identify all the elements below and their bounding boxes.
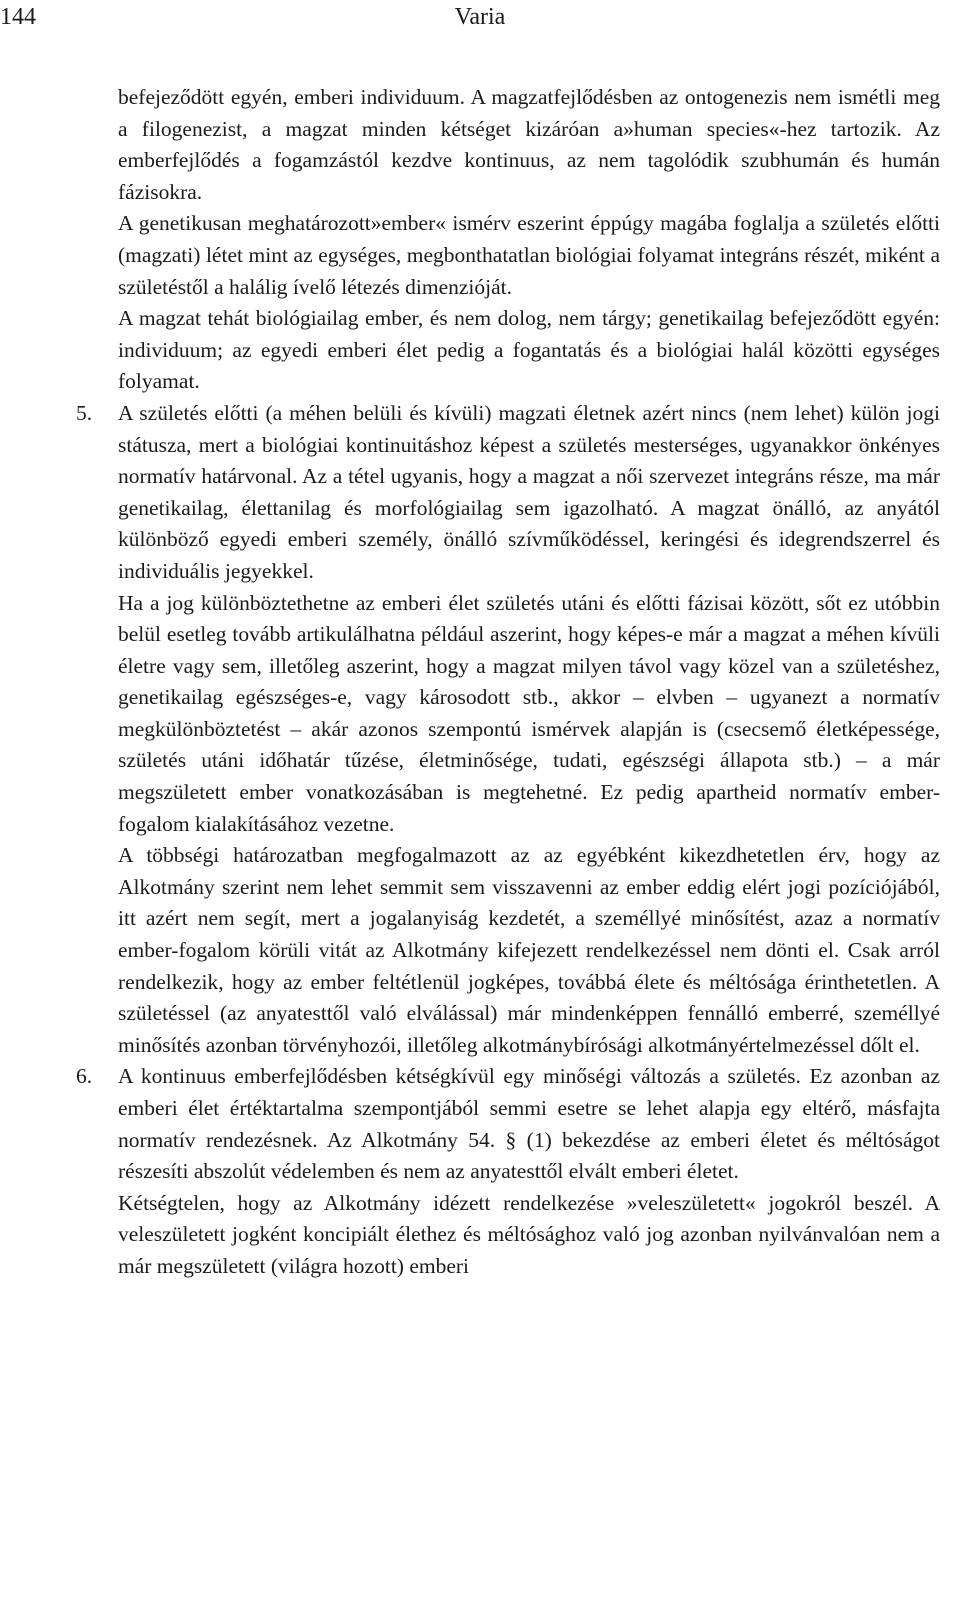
running-head: Varia: [454, 4, 506, 30]
numbered-item-5: [76, 398, 940, 1061]
item-number: 6.: [76, 1064, 93, 1089]
paragraph: A magzat tehát biológiailag ember, és nem dolog, nem tárgy; genetikailag befejeződött egyén: individuum; az egyedi emberi élet pedig a fogantatás és a biológiai halál közötti egységes folyamat.: [118, 306, 940, 394]
page-header: [0, 0, 960, 36]
paragraph: befejeződött egyén, emberi individuum. A magzatfejlődésben az ontogenezis nem ismétli meg a filogenezist, a magzat minden kétséget kizáróan a»human species«-hez tartozik. Az emberfejlődés a fogamzástól kezdve kontinuus, az nem tagolódik szubhumán és humán fázisokra.: [118, 85, 940, 204]
paragraph: A születés előtti (a méhen belüli és kívüli) magzati életnek azért nincs (nem lehet) külön jogi státusza, mert a biológiai kontinuitáshoz képest a születés mesterséges, ugyanakkor önkényes normatív határvonal. Az a tétel ugyanis, hogy a magzat a női szervezet integráns része, ma már genetikailag, élettanilag és morfológiailag sem igazolható. A magzat önálló, az anyától különböző egyedi emberi személy, önálló szívműködéssel, keringési és idegrendszerrel és individuális jegyekkel.: [118, 400, 940, 583]
item-number: 5.: [76, 400, 93, 425]
paragraph: A többségi határozatban megfogalmazott az az egyébként kikezdhetetlen érv, hogy az Alkotmány szerint nem lehet semmit sem visszavenni az ember eddig elért jogi pozíciójából, itt azért nem segít, mert a jogalanyiság kezdetét, a személlyé minősítést, azaz a normatív ember-fogalom körüli vitát az Alkotmány kifejezett rendelkezéssel nem dönti el. Csak arról rendelkezik, hogy az ember feltétlenül jogképes, továbbá élete és méltósága érinthetetlen. A születéssel (az anyatesttől való elválással) már mindenképpen fennálló emberré, személlyé minősítés azonban törvényhozói, illetőleg alkotmánybírósági alkotmányértelmezéssel dőlt el.: [118, 843, 940, 1057]
paragraph: A genetikusan meghatározott»ember« ismérv eszerint éppúgy magába foglalja a születés előtti (magzati) létet mint az egységes, megbonthatatlan biológiai folyamat integráns részét, miként a születéstől a halálig ívelő létezés dimenzióját.: [118, 211, 940, 299]
numbered-item-6: [76, 1061, 940, 1282]
paragraph: A kontinuus emberfejlődésben kétségkívül egy minőségi változás a születés. Ez azonban az emberi élet értéktartalma szempontjából semmi esetre se lehet alapja egy eltérő, másfajta normatív rendezésnek. Az Alkotmány 54. § (1) bekezdése az emberi életet és méltóságot részesíti abszolút védelemben és nem az anyatesttől elvált emberi életet.: [118, 1064, 940, 1184]
paragraph: Ha a jog különböztethetne az emberi élet születés utáni és előtti fázisai között, sőt ez utóbbin belül esetleg tovább artikulálhatna például aszerint, hogy képes-e már a magzat a méhen kívüli életre vagy sem, illetőleg aszerint, hogy a magzat milyen távol vagy közel van a születéshez, genetikailag egészséges-e, vagy károsodott stb., akkor – elvben – ugyanezt a normatív megkülönböztetést – akár azonos szempontú ismérvek alapján is (csecsemő életképessége, születés utáni időhatár tűzése, életminősége, tudati, egészségi állapota stb.) – a már megszületett ember vonatkozásában is megtehetné. Ez pedig apartheid normatív ember-fogalom kialakításához vezetne.: [118, 590, 940, 836]
page-body: [76, 82, 940, 1283]
page-number: 144: [0, 4, 36, 30]
paragraph: Kétségtelen, hogy az Alkotmány idézett rendelkezése »veleszületett« jogokról beszél. A veleszületett jogként koncipiált élethez és méltósághoz való jog azonban nyilvánvalóan nem a már megszületett (világra hozott) emberi: [118, 1190, 940, 1278]
